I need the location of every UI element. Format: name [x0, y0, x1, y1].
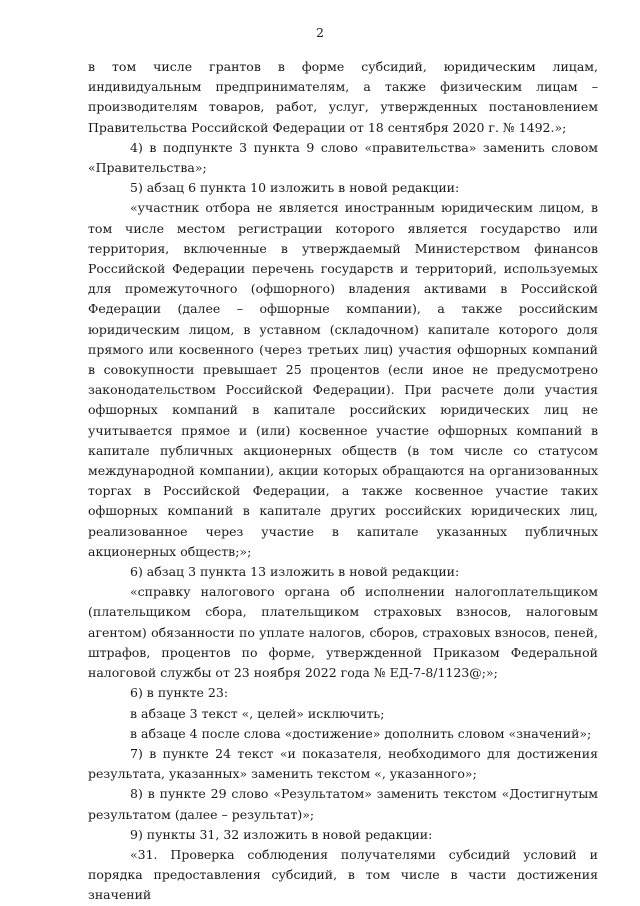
paragraph: в том числе грантов в форме субсидий, юридическим лицам, индивидуальным предпринимателям, а также физическим лицам – производителям товаров, работ, услуг, утвержденных постановлением Правительства Российской Федерации от 18 сентября 2020 г. № 1492.»;: [88, 59, 598, 135]
page-number: 2: [316, 25, 324, 40]
paragraph: 4) в подпункте 3 пункта 9 слово «правительства» заменить словом «Правительства»;: [88, 139, 598, 176]
paragraph: «31. Проверка соблюдения получателями субсидий условий и порядка предоставления субсидий, в том числе в части достижения значений: [88, 846, 598, 903]
document-body: [88, 57, 598, 906]
paragraph: в абзаце 4 после слова «достижение» дополнить словом «значений»;: [130, 725, 592, 741]
paragraph: 7) в пункте 24 текст «и показателя, необходимого для достижения результата, указанных» заменить текстом «, указанного»;: [88, 745, 598, 782]
paragraph: 8) в пункте 29 слово «Результатом» заменить текстом «Достигнутым результатом (далее – результат)»;: [88, 786, 598, 822]
paragraph: «участник отбора не является иностранным юридическим лицом, в том числе местом регистрации которого является государство или территория, включенные в утверждаемый Министерством финансов Российской Федерации перечень государств и территорий, используемых для промежуточного (офшорного) владения активами в Российской Федерации (далее – офшорные компании), а также российским юридическим лицом, в уставном (складочном) капитале которого доля прямого или косвенного (через третьих лиц) участия офшорных компаний в совокупности превышает 25 процентов (если иное не предусмотрено законодательством Российской Федерации). При расчете доли участия офшорных компаний в капитале российских юридических лиц не учитывается прямое и (или) косвенное участие офшорных компаний в капитале публичных акционерных обществ (в том числе со статусом международной компании), акции которых обращаются на организованных торгах в Российской Федерации, а также косвенное участие таких офшорных компаний в капитале других российских юридических лиц, реализованное через участие в капитале указанных публичных акционерных обществ;»;: [88, 200, 598, 559]
paragraph: 6) в пункте 23:: [130, 685, 229, 701]
paragraph: 5) абзац 6 пункта 10 изложить в новой редакции:: [130, 180, 460, 196]
paragraph: 6) абзац 3 пункта 13 изложить в новой редакции:: [130, 564, 460, 580]
paragraph: в абзаце 3 текст «, целей» исключить;: [130, 705, 385, 721]
paragraph: 9) пункты 31, 32 изложить в новой редакции:: [130, 826, 433, 842]
paragraph: «справку налогового органа об исполнении налогоплательщиком (плательщиком сбора, плательщиком страховых взносов, налоговым агентом) обязанности по уплате налогов, сборов, страховых взносов, пеней, штрафов, процентов по форме, утвержденной Приказом Федеральной налоговой службы от 23 ноября 2022 года № ЕД-7-8/1123@;»;: [88, 584, 598, 681]
